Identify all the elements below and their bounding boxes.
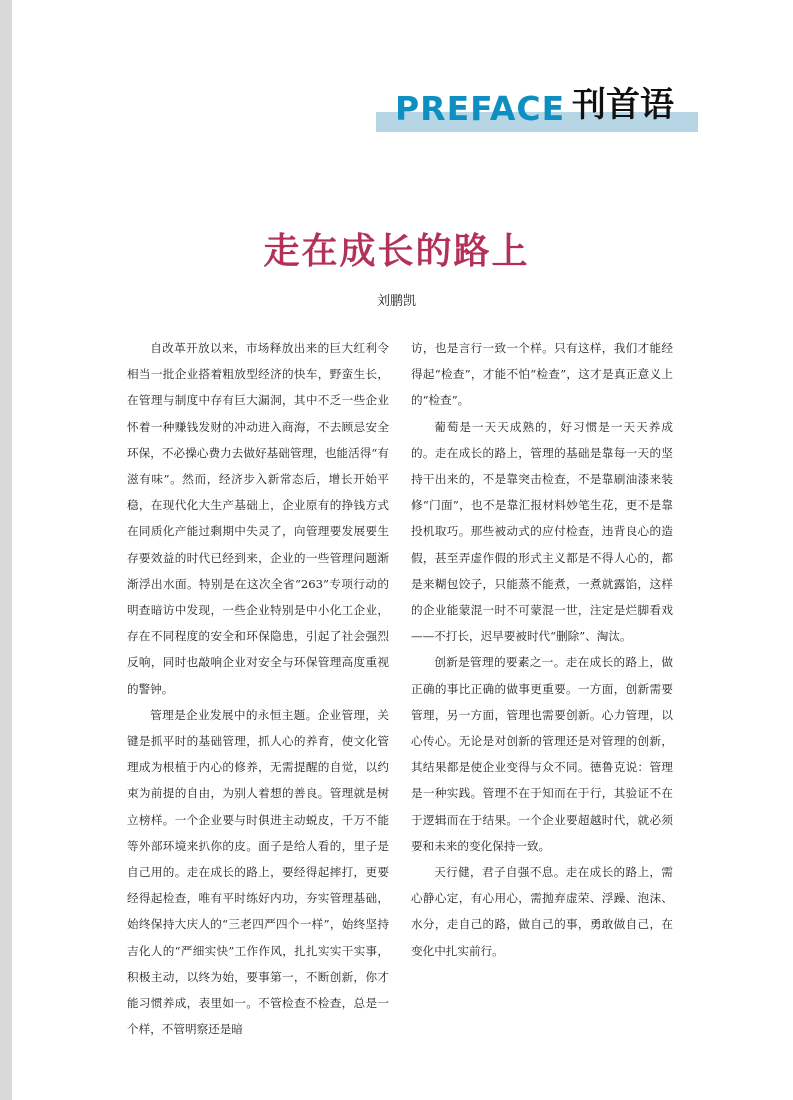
article-title: 走在成长的路上 [263,230,530,272]
paragraph: 创新是管理的要素之一。走在成长的路上，做正确的事比正确的做事更重要。一方面，创新需要管理，另一方面，管理也需要创新。心力管理，以心传心。无论是对创新的管理还是对管理的创新，其结果都是使企业变得与众不同。德鲁克说：管理是一种实践。管理不在于知而在于行，其验证不在于逻辑而在于结果。一个企业要超越时代，就必须要和未来的变化保持一致。 [411,655,673,853]
page-edge-strip [0,0,12,1100]
paragraph: 自改革开放以来，市场释放出来的巨大红利令相当一批企业搭着粗放型经济的快车，野蛮生长，在管理与制度中存有巨大漏洞，其中不乏一些企业怀着一种赚钱发财的冲动进入商海，不去顾忌安全环保，不必操心费力去做好基础管理，也能活得“有滋有味”。然而，经济步入新常态后，增长开始平稳，在现代化大生产基础上，企业原有的挣钱方式在同质化产能过剩期中失灵了，向管理要发展要生存要效益的时代已经到来，企业的一些管理问题渐渐浮出水面。特别是在这次全省“263”专项行动的明查暗访中发现，一些企业特别是中小化工企业，存在不同程度的安全和环保隐患，引起了社会强烈反响，同时也敲响企业对安全与环保管理高度重视的警钟。 [127,341,389,696]
article-column-left [127,335,389,1042]
header-chinese-title: 刊首语 [572,85,674,125]
paragraph: 葡萄是一天天成熟的，好习惯是一天天养成的。走在成长的路上，管理的基础是靠每一天的坚持干出来的，不是靠突击检查，不是靠刷油漆来装修“门面”，也不是靠汇报材料妙笔生花，更不是靠投机取巧。那些被动式的应付检查，违背良心的造假，甚至弄虚作假的形式主义都是不得人心的，都是来糊包饺子，只能蒸不能煮，一煮就露馅，这样的企业能蒙混一时不可蒙混一世，注定是烂脚看戏——不打长，迟早要被时代“删除”、淘汰。 [411,419,673,644]
paragraph: 管理是企业发展中的永恒主题。企业管理，关键是抓平时的基础管理，抓人心的养育，使文化管理成为根植于内心的修养，无需提醒的自觉，以约束为前提的自由，为别人着想的善良。管理就是树立榜样。一个企业要与时俱进主动蜕皮，千万不能等外部环境来扒你的皮。面子是给人看的，里子是自己用的。走在成长的路上，要经得起摔打，更要经得起检查，唯有平时练好内功，夯实管理基础，始终保持大庆人的“三老四严四个一样”，始终坚持吉化人的“严细实快”工作作风，扎扎实实干实事，积极主动，以终为始，要事第一，不断创新，你才能习惯养成，表里如一。不管检查不检查，总是一个样，不管明察还是暗 [127,707,389,1037]
header-english-title: PREFACE [395,89,566,128]
article-column-right [411,335,673,964]
paragraph-continued: 访，也是言行一致一个样。只有这样，我们才能经得起“检查”，才能不怕“检查”，这才是真正意义上的“检查”。 [411,341,673,408]
article-author: 刘鹏凯 [376,294,416,309]
paragraph: 天行健，君子自强不息。走在成长的路上，需心静心定，有心用心，需抛弃虚荣、浮躁、泡沫、水分，走自己的路，做自己的事，勇敢做自己，在变化中扎实前行。 [411,865,673,958]
